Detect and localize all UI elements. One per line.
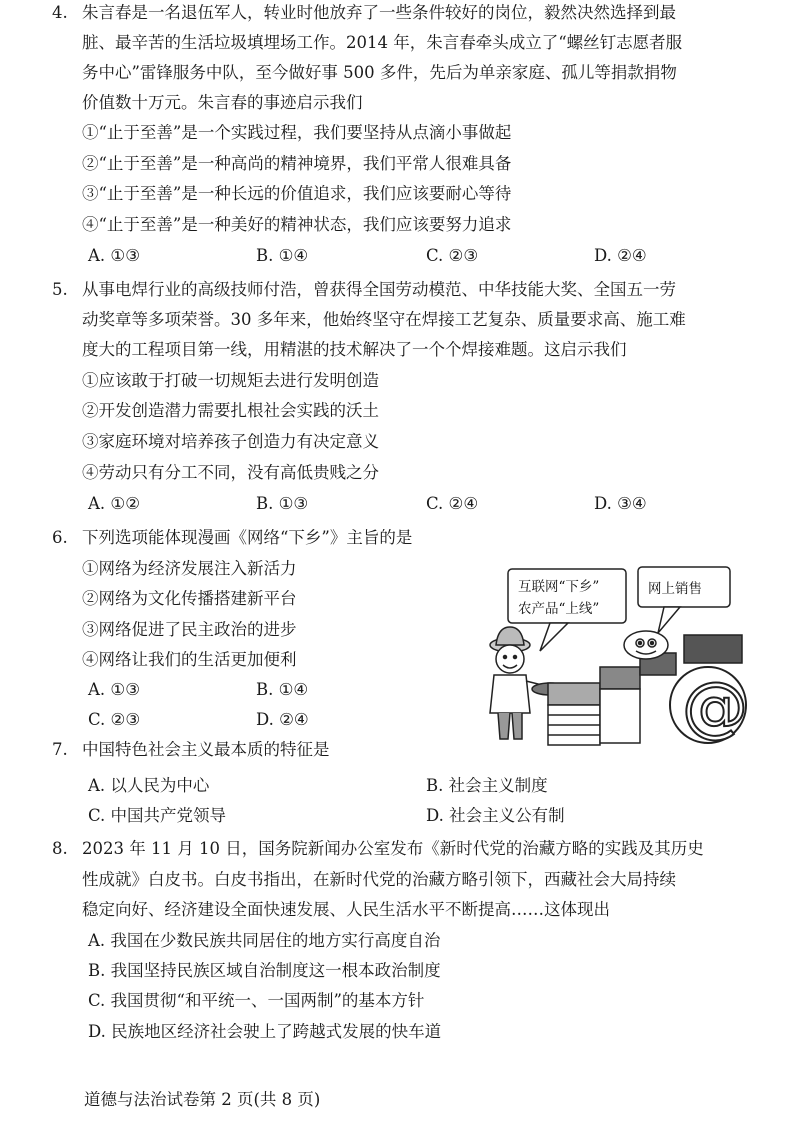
page-footer: 道德与法治试卷第 2 页(共 8 页) xyxy=(84,1090,321,1109)
option-d: D. ③④ xyxy=(594,494,647,513)
cartoon-illustration xyxy=(488,563,772,749)
answer-options xyxy=(82,494,772,514)
option-c: C. ②③ xyxy=(88,710,141,729)
option-b: B. ①④ xyxy=(256,680,309,699)
question-stem-line: 脏、最辛苦的生活垃圾填埋场工作。2014 年，朱言春牵头成立了“螺丝钉志愿者服 xyxy=(82,33,683,52)
statement: ③“止于至善”是一种长远的价值追求，我们应该要耐心等待 xyxy=(82,184,512,203)
question-stem-line: 价值数十万元。朱言春的事迹启示我们 xyxy=(82,93,363,112)
statement: ②开发创造潜力需要扎根社会实践的沃土 xyxy=(82,401,379,420)
question-stem-line: 动奖章等多项荣誉。30 多年来，他始终坚守在焊接工艺复杂、质量要求高、施工难 xyxy=(82,310,686,329)
option-a: A. ①③ xyxy=(88,680,140,699)
statement: ②“止于至善”是一种高尚的精神境界，我们平常人很难具备 xyxy=(82,154,512,173)
question-number: 7. xyxy=(52,740,68,759)
statement: ①网络为经济发展注入新活力 xyxy=(82,559,297,578)
option-c: C. 中国共产党领导 xyxy=(88,806,227,825)
option-b: B. ①④ xyxy=(256,246,309,265)
question-stem-line: 度大的工程项目第一线，用精湛的技术解决了一个个焊接难题。这启示我们 xyxy=(82,340,627,359)
option-d: D. ②④ xyxy=(256,710,309,729)
bubble-tail-left xyxy=(540,623,568,651)
question-stem-line: 朱言春是一名退伍军人，转业时他放弃了一些条件较好的岗位，毅然决然选择到最 xyxy=(82,3,676,22)
option-c: C. 我国贯彻“和平统一、一国两制”的基本方针 xyxy=(88,991,425,1010)
option-d: D. 民族地区经济社会驶上了跨越式发展的快车道 xyxy=(88,1022,442,1041)
option-b: B. ①③ xyxy=(256,494,309,513)
at-sign-icon xyxy=(670,667,748,745)
answer-options xyxy=(82,806,772,826)
question-stem-line: 稳定向好、经济建设全面快速发展、人民生活水平不断提高……这体现出 xyxy=(82,900,610,919)
question-number: 5. xyxy=(52,280,68,299)
question-stem-line: 下列选项能体现漫画《网络“下乡”》主旨的是 xyxy=(82,528,413,547)
question-stem-line: 性成就》白皮书。白皮书指出，在新时代党的治藏方略引领下，西藏社会大局持续 xyxy=(82,870,676,889)
question-stem-line: 从事电焊行业的高级技师付浩，曾获得全国劳动模范、中华技能大奖、全国五一劳 xyxy=(82,280,676,299)
option-b: B. 我国坚持民族区域自治制度这一根本政治制度 xyxy=(88,961,441,980)
question-number: 6. xyxy=(52,528,68,547)
option-b: B. 社会主义制度 xyxy=(426,776,548,795)
answer-options xyxy=(82,776,772,796)
statement: ②网络为文化传播搭建新平台 xyxy=(82,589,297,608)
option-c: C. ②④ xyxy=(426,494,479,513)
option-d: D. ②④ xyxy=(594,246,647,265)
option-a: A. 我国在少数民族共同居住的地方实行高度自治 xyxy=(88,931,441,950)
statement: ④劳动只有分工不同，没有高低贵贱之分 xyxy=(82,463,379,482)
bubble-right-text: 网上销售 xyxy=(648,581,702,597)
question-stem-line: 中国特色社会主义最本质的特征是 xyxy=(82,740,330,759)
answer-options xyxy=(82,246,772,266)
statement: ①应该敢于打破一切规矩去进行发明创造 xyxy=(82,371,379,390)
statement: ③家庭环境对培养孩子创造力有决定意义 xyxy=(82,432,379,451)
question-number: 8. xyxy=(52,839,68,858)
question-number: 4. xyxy=(52,3,68,22)
bubble-left-line2: 农产品“上线” xyxy=(518,601,600,617)
statement: ④“止于至善”是一种美好的精神状态，我们应该要努力追求 xyxy=(82,215,512,234)
statement: ④网络让我们的生活更加便利 xyxy=(82,650,297,669)
option-a: A. ①② xyxy=(88,494,140,513)
statement: ①“止于至善”是一个实践过程，我们要坚持从点滴小事做起 xyxy=(82,123,512,142)
option-d: D. 社会主义公有制 xyxy=(426,806,565,825)
option-a: A. 以人民为中心 xyxy=(88,776,210,795)
statement: ③网络促进了民主政治的进步 xyxy=(82,620,297,639)
option-c: C. ②③ xyxy=(426,246,479,265)
at-symbol-glyph: @ xyxy=(682,668,748,745)
bubble-tail-right xyxy=(658,607,680,633)
computer-mouse-character xyxy=(624,631,668,659)
question-stem-line: 务中心”雷锋服务中队，至今做好事 500 多件，先后为单亲家庭、孤儿等捐款捐物 xyxy=(82,63,677,82)
option-a: A. ①③ xyxy=(88,246,140,265)
question-stem-line: 2023 年 11 月 10 日，国务院新闻办公室发布《新时代党的治藏方略的实践及其历史 xyxy=(82,839,704,858)
cartoon-network-countryside xyxy=(488,563,772,749)
bubble-left-line1: 互联网“下乡” xyxy=(518,579,600,595)
